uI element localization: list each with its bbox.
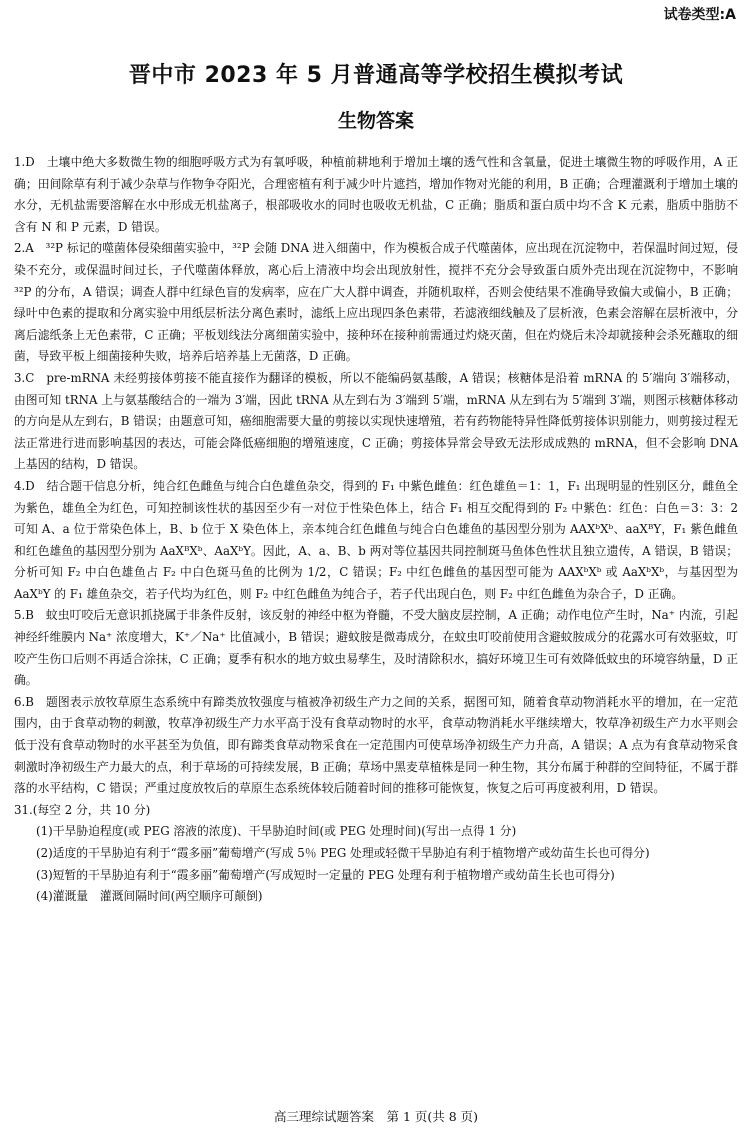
answer-5: 5.B 蚊虫叮咬后无意识抓挠属于非条件反射，该反射的神经中枢为脊髓，不受大脑皮层控制，A 正确；动作电位产生时，Na⁺ 内流，引起神经纤维膜内 Na⁺ 浓度增大，K⁺／Na⁺ 比值减小，B 错误；避蚊胺是微毒成分，在蚊虫叮咬前使用含避蚊胺成分的花露水可有效驱蚊，叮咬产生伤口后则不再适合涂抹，C 正确；夏季有积水的地方蚊虫易孳生，及时清除积水，搞好环境卫生可有效降低蚊虫的环境容纳量，D 正确。 <box>14 608 738 688</box>
question-31-item-3: (3)短暂的干旱胁迫有利于“霞多丽”葡萄增产(写成短时一定量的 PEG 处理有利于植物增产或幼苗生长也可得分) <box>36 867 615 882</box>
question-31-item-2: (2)适度的干旱胁迫有利于“霞多丽”葡萄增产(写成 5％ PEG 处理或轻微干旱胁迫有利于植物增产或幼苗生长也可得分) <box>36 846 650 860</box>
answer-1: 1.D 土壤中绝大多数微生物的细胞呼吸方式为有氧呼吸，种植前耕地利于增加土壤的透气性和含氧量，促进土壤微生物的呼吸作用，A 正确；田间除草有利于减少杂草与作物争夺阳光，合理密植有利于减少叶片遮挡，增加作物对光能的利用，B 正确；合理灌溉利于增加土壤的水分，无机盐需要溶解在水中形成无机盐离子，根部吸收水的同时也吸收无机盐，C 正确；脂质和蛋白质中均不含 K 元素，脂质中脂肪不含有 N 和 P 元素，D 错误。 <box>14 155 738 234</box>
answer-body <box>14 152 738 908</box>
page-title: 晋中市 2023 年 5 月普通高等学校招生模拟考试 <box>128 63 624 88</box>
page-subtitle: 生物答案 <box>337 110 414 132</box>
question-31-item-1: (1)干旱胁迫程度(或 PEG 溶液的浓度)、干旱胁迫时间(或 PEG 处理时间)(写出一点得 1 分) <box>36 824 517 839</box>
answer-3: 3.C pre-mRNA 未经剪接体剪接不能直接作为翻译的模板，所以不能编码氨基酸，A 错误；核糖体是沿着 mRNA 的 5′端向 3′端移动，由图可知 tRNA 上与氨基酸结合的一端为 3′端，因此 tRNA 从左到右为 3′端到 5′端，mRNA 从左到右为 5′端到 3′端，则图示核糖体移动的方向是从左到右，B 错误；由题意可知，癌细胞需要大量的剪接以实现快速增殖，若有药物能特异性降低剪接体识别能力，则剪接过程无法正常进行进而影响基因的表达，可能会降低癌细胞的增殖速度，C 正确；剪接体异常会导致无法形成成熟的 mRNA，但不会影响 DNA 上基因的结构，D 错误。 <box>14 370 738 472</box>
answer-6: 6.B 题图表示放牧草原生态系统中有蹄类放牧强度与植被净初级生产力之间的关系，据图可知，随着食草动物消耗水平的增加，在一定范围内，由于食草动物的刺激，牧草净初级生产力水平高于没有食草动物时的水平，食草动物消耗水平继续增大，牧草净初级生产力水平则会低于没有食草动物时的水平甚至为负值，即有蹄类食草动物采食在一定范围内可使草场净初级生产力升高，A 错误；A 点为有食草动物采食刺激时净初级生产力最大的点，利于草场的可持续发展，B 正确；草场中黑麦草植株是同一种生物，其分布属于种群的空间特征，不属于群落的水平结构，C 错误；严重过度放牧后的草原生态系统体较后随着时间的推移可能恢复，恢复之后可再度被利用，D 错误。 <box>14 694 738 796</box>
answer-4: 4.D 结合题干信息分析，纯合红色雌鱼与纯合白色雄鱼杂交，得到的 F₁ 中紫色雌鱼：红色雄鱼＝1：1，F₁ 出现明显的性别区分，雌鱼全为紫色，雄鱼全为红色，可知控制该性状的基因至少有一对位于性染色体上，结合 F₁ 相互交配得到的 F₂ 中紫色：红色：白色＝3：3：2 可知 A、a 位于常染色体上，B、b 位于 X 染色体上，亲本纯合红色雌鱼与纯合白色雄鱼的基因型分别为 AAXᵇXᵇ、aaXᴮY，F₁ 紫色雌鱼和红色雄鱼的基因型分别为 AaXᴮXᵇ、AaXᵇY。因此，A、a、B、b 两对等位基因共同控制斑马鱼体色性状且独立遗传，A 错误，B 错误；分析可知 F₂ 中白色雄鱼占 F₂ 中白色斑马鱼的比例为 1/2，C 错误；F₂ 中红色雌鱼的基因型可能为 AAXᵇXᵇ 或 AaXᵇXᵇ，与基因型为 AaXᵇY 的 F₁ 雄鱼杂交，若子代均为红色，则 F₂ 中红色雌鱼为纯合子，若子代出现白色，则 F₂ 中红色雌鱼为杂合子，D 正确。 <box>14 478 738 601</box>
question-31-item-4: (4)灌溉量 灌溉间隔时间(两空顺序可颠倒) <box>36 889 263 904</box>
question-31-heading: 31.(每空 2 分，共 10 分) <box>14 802 151 817</box>
answer-2: 2.A ³²P 标记的噬菌体侵染细菌实验中，³²P 会随 DNA 进入细菌中，作为模板合成子代噬菌体，应出现在沉淀物中，若保温时间过短，侵染不充分，或保温时间过长，子代噬菌体释放，离心后上清液中均会出现放射性，搅拌不充分会导致蛋白质外壳出现在沉淀物中，不影响³²P 的分布，A 错误；调查人群中红绿色盲的发病率，应在广大人群中调查，并随机取样，否则会使结果不准确导致偏大或偏小，B 正确；绿叶中色素的提取和分离实验中用纸层析法分离色素时，滤纸上应出现四条色素带，若滤液细线触及了层析液，色素会溶解在层析液中，分离后滤纸条上无色素带，C 正确；平板划线法分离细菌实验中，接种环在接种前需通过灼烧灭菌，但在灼烧后未冷却就接种会杀死蘸取的细菌，导致平板上细菌接种失败，培养后培养基上无菌落，D 正确。 <box>14 241 738 364</box>
paper-type-label: 试卷类型:A <box>663 7 736 23</box>
page-footer: 高三理综试题答案 第 1 页(共 8 页) <box>273 1109 479 1124</box>
